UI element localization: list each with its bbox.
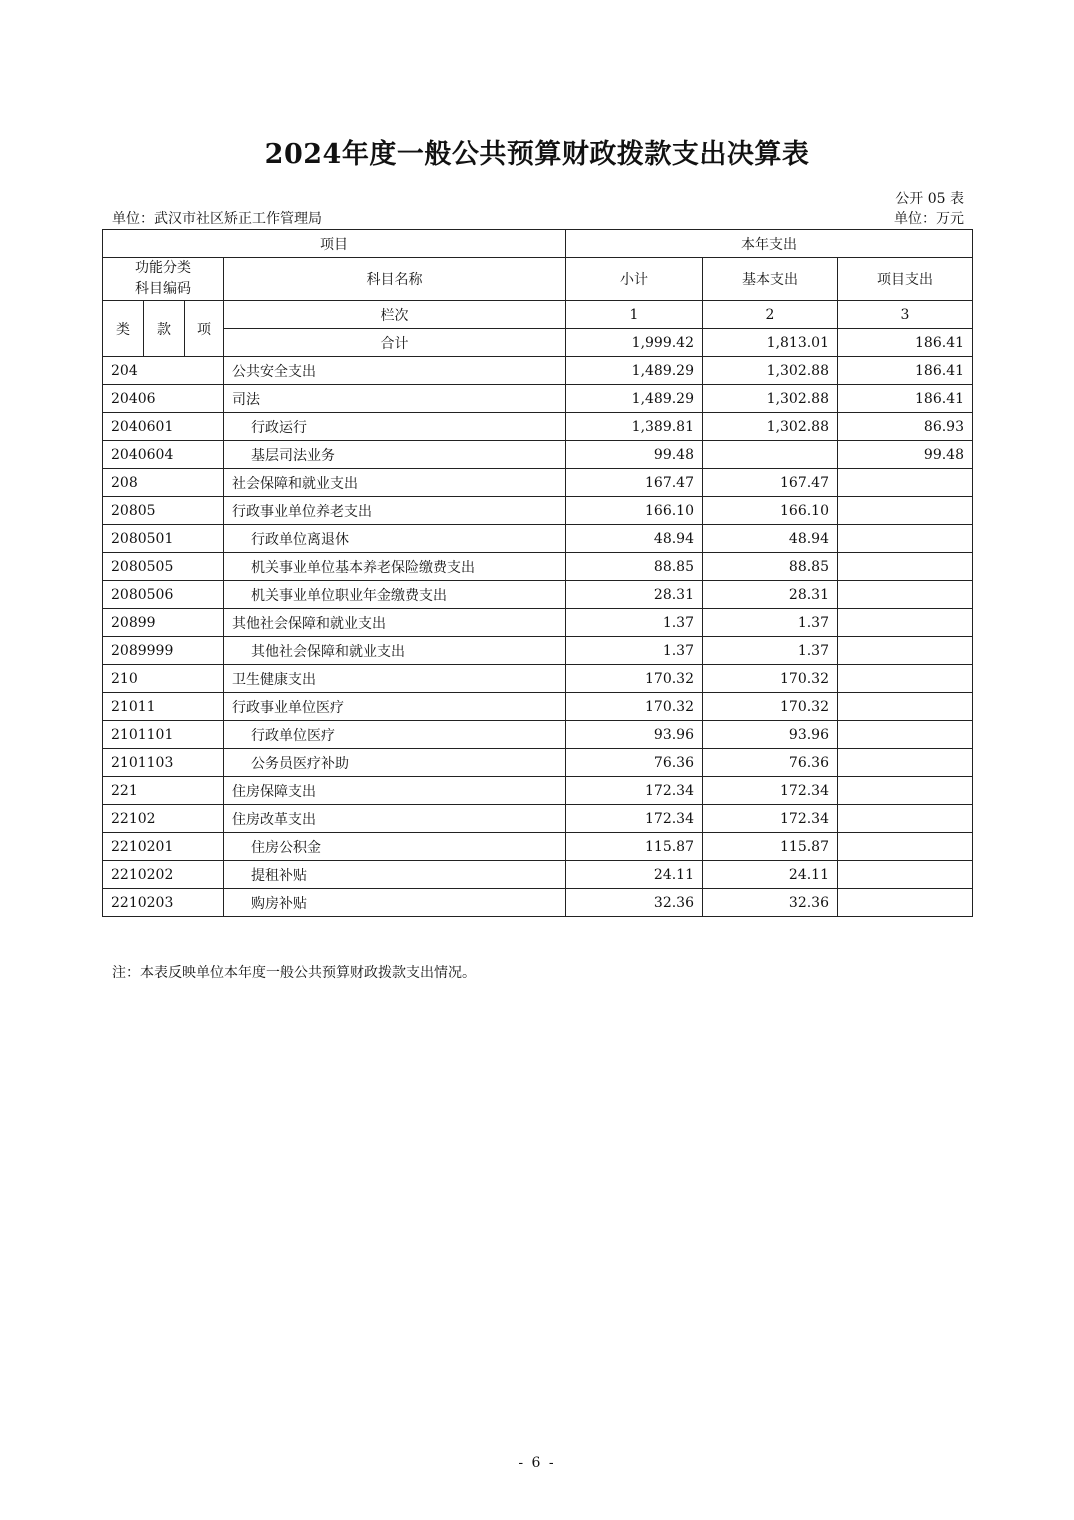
row-basic: 1,302.88 [703,357,838,385]
header-function-code-line1: 功能分类 [135,260,191,276]
header-subject-name: 科目名称 [224,258,566,301]
total-label: 合计 [224,329,566,357]
row-subtotal: 48.94 [566,525,703,553]
row-project [838,665,973,693]
header-xiang: 项 [185,301,224,357]
row-project [838,525,973,553]
row-code: 20899 [103,609,224,637]
row-subtotal: 115.87 [566,833,703,861]
table-row [103,721,973,749]
row-subtotal: 170.32 [566,665,703,693]
row-subject-name: 行政单位医疗 [224,721,566,749]
row-project [838,889,973,917]
row-subtotal: 172.34 [566,805,703,833]
total-basic: 1,813.01 [703,329,838,357]
row-code: 2080501 [103,525,224,553]
row-subtotal: 32.36 [566,889,703,917]
row-project [838,553,973,581]
table-row [103,385,973,413]
table-row [103,833,973,861]
row-subtotal: 1,489.29 [566,385,703,413]
row-project: 186.41 [838,385,973,413]
row-subject-name: 司法 [224,385,566,413]
row-subtotal: 28.31 [566,581,703,609]
row-project [838,469,973,497]
row-code: 21011 [103,693,224,721]
table-row [103,469,973,497]
row-subject-name: 其他社会保障和就业支出 [224,637,566,665]
row-project: 99.48 [838,441,973,469]
row-basic: 1,302.88 [703,413,838,441]
row-code: 2080505 [103,553,224,581]
table-row [103,581,973,609]
organization-unit: 单位：武汉市社区矫正工作管理局 [112,211,322,227]
row-code: 2040604 [103,441,224,469]
row-code: 2210202 [103,861,224,889]
row-project [838,497,973,525]
total-row [103,329,973,357]
row-subject-name: 基层司法业务 [224,441,566,469]
row-subject-name: 卫生健康支出 [224,665,566,693]
row-basic: 1.37 [703,609,838,637]
table-row [103,861,973,889]
total-subtotal: 1,999.42 [566,329,703,357]
row-code: 2210201 [103,833,224,861]
table-row [103,441,973,469]
table-note: 注：本表反映单位本年度一般公共预算财政拨款支出情况。 [112,965,476,981]
row-code: 210 [103,665,224,693]
row-basic: 32.36 [703,889,838,917]
row-subtotal: 170.32 [566,693,703,721]
table-row [103,357,973,385]
row-basic: 93.96 [703,721,838,749]
document-title: 2024年度一般公共预算财政拨款支出决算表 [264,139,810,170]
row-project: 186.41 [838,357,973,385]
row-code: 20406 [103,385,224,413]
row-basic: 170.32 [703,665,838,693]
row-basic: 172.34 [703,805,838,833]
row-subtotal: 99.48 [566,441,703,469]
row-basic: 1.37 [703,637,838,665]
header-row-1 [103,230,973,258]
header-lei: 类 [103,301,144,357]
row-subject-name: 住房保障支出 [224,777,566,805]
row-subtotal: 167.47 [566,469,703,497]
row-code: 221 [103,777,224,805]
row-project [838,721,973,749]
row-basic: 28.31 [703,581,838,609]
row-subject-name: 行政事业单位养老支出 [224,497,566,525]
row-subject-name: 提租补贴 [224,861,566,889]
row-code: 2040601 [103,413,224,441]
row-code: 2101103 [103,749,224,777]
row-subtotal: 166.10 [566,497,703,525]
row-code: 2080506 [103,581,224,609]
row-basic: 167.47 [703,469,838,497]
table-row [103,497,973,525]
total-project: 186.41 [838,329,973,357]
row-subtotal: 76.36 [566,749,703,777]
row-basic [703,441,838,469]
row-code: 22102 [103,805,224,833]
row-basic: 1,302.88 [703,385,838,413]
row-subject-name: 住房改革支出 [224,805,566,833]
header-current-year: 本年支出 [566,230,973,258]
row-subtotal: 1.37 [566,609,703,637]
row-subtotal: 24.11 [566,861,703,889]
header-col1: 1 [566,301,703,329]
table-row [103,665,973,693]
row-subtotal: 1,489.29 [566,357,703,385]
table-row [103,553,973,581]
header-col3: 3 [838,301,973,329]
row-subject-name: 行政事业单位医疗 [224,693,566,721]
row-subject-name: 公务员医疗补助 [224,749,566,777]
header-basic: 基本支出 [703,258,838,301]
header-column-index: 栏次 [224,301,566,329]
header-row-3 [103,301,973,329]
table-row [103,637,973,665]
row-basic: 76.36 [703,749,838,777]
header-row-2 [103,258,973,301]
row-subject-name: 购房补贴 [224,889,566,917]
row-subject-name: 社会保障和就业支出 [224,469,566,497]
row-subject-name: 其他社会保障和就业支出 [224,609,566,637]
row-project [838,805,973,833]
row-code: 208 [103,469,224,497]
row-code: 204 [103,357,224,385]
row-subject-name: 机关事业单位职业年金缴费支出 [224,581,566,609]
row-project [838,833,973,861]
row-code: 2101101 [103,721,224,749]
header-kuan: 款 [144,301,185,357]
row-code: 2089999 [103,637,224,665]
row-code: 20805 [103,497,224,525]
table-row [103,693,973,721]
table-row [103,889,973,917]
row-subtotal: 172.34 [566,777,703,805]
row-basic: 172.34 [703,777,838,805]
header-project: 项目 [103,230,566,258]
row-basic: 166.10 [703,497,838,525]
header-function-code-line2: 科目编码 [135,281,191,297]
row-subject-name: 机关事业单位基本养老保险缴费支出 [224,553,566,581]
page-number: - 6 - [518,1455,556,1471]
row-subject-name: 公共安全支出 [224,357,566,385]
row-project [838,777,973,805]
header-project-expenditure: 项目支出 [838,258,973,301]
table-row [103,777,973,805]
table-row [103,413,973,441]
row-subtotal: 93.96 [566,721,703,749]
row-basic: 115.87 [703,833,838,861]
row-basic: 170.32 [703,693,838,721]
form-number: 公开 05 表 [895,191,964,207]
row-subject-name: 行政单位离退休 [224,525,566,553]
row-project [838,693,973,721]
header-subtotal: 小计 [566,258,703,301]
row-basic: 88.85 [703,553,838,581]
expenditure-table [102,229,973,917]
header-function-code [103,258,224,301]
row-subtotal: 1.37 [566,637,703,665]
table-row [103,609,973,637]
row-subtotal: 88.85 [566,553,703,581]
row-code: 2210203 [103,889,224,917]
row-project [838,609,973,637]
table-row [103,805,973,833]
row-basic: 24.11 [703,861,838,889]
table-row [103,749,973,777]
row-project [838,749,973,777]
table-row [103,525,973,553]
row-subtotal: 1,389.81 [566,413,703,441]
row-subject-name: 住房公积金 [224,833,566,861]
header-col2: 2 [703,301,838,329]
row-project [838,581,973,609]
row-project [838,861,973,889]
row-project [838,637,973,665]
money-unit: 单位：万元 [894,211,964,227]
row-basic: 48.94 [703,525,838,553]
row-subject-name: 行政运行 [224,413,566,441]
row-project: 86.93 [838,413,973,441]
